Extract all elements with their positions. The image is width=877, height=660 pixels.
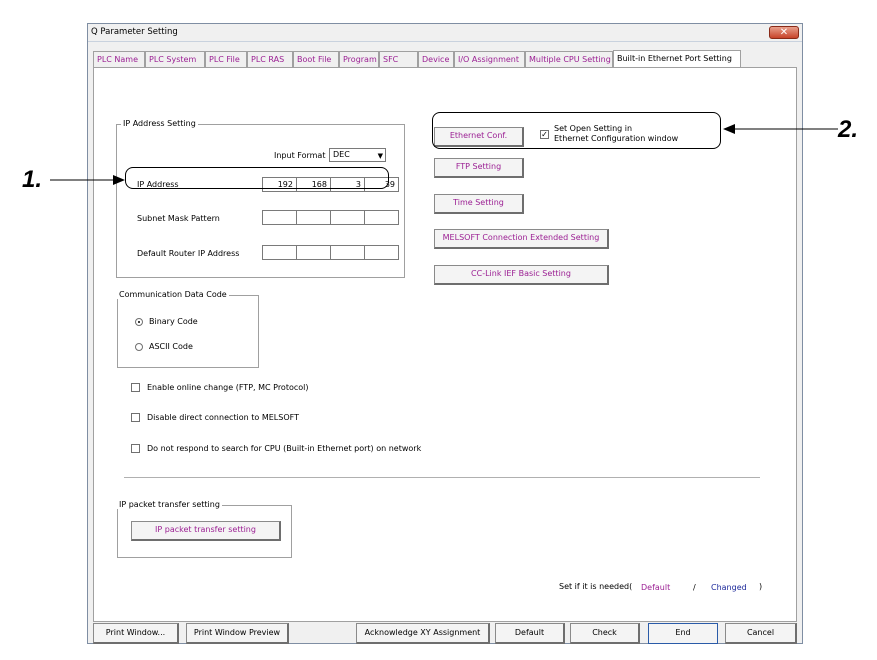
cclink-ief-basic-button[interactable]: CC-Link IEF Basic Setting bbox=[434, 265, 609, 285]
tab-plc-name[interactable]: PLC Name bbox=[93, 51, 145, 67]
default-button[interactable]: Default bbox=[495, 623, 565, 644]
cancel-button[interactable]: Cancel bbox=[725, 623, 797, 644]
open-setting-label-2: Ethernet Configuration window bbox=[554, 134, 679, 143]
open-setting-checkbox[interactable]: ✓ bbox=[541, 130, 548, 139]
tab-io-assignment[interactable]: I/O Assignment bbox=[454, 51, 525, 67]
close-icon: ✕ bbox=[779, 27, 789, 38]
print-window-button[interactable]: Print Window... bbox=[93, 623, 179, 644]
ip-octet-3[interactable]: 3 bbox=[330, 177, 365, 192]
check-button[interactable]: Check bbox=[570, 623, 640, 644]
time-setting-button[interactable]: Time Setting bbox=[434, 194, 524, 214]
legend-changed: Changed bbox=[711, 583, 747, 592]
open-setting-label-1: Set Open Setting in bbox=[554, 124, 633, 133]
online-change-label: Enable online change (FTP, MC Protocol) bbox=[147, 383, 309, 392]
legend-prefix: Set if it is needed( bbox=[559, 582, 633, 591]
binary-code-label: Binary Code bbox=[149, 317, 198, 326]
tab-builtin-ethernet[interactable]: Built-in Ethernet Port Setting bbox=[613, 50, 741, 68]
comm-group-title: Communication Data Code bbox=[119, 290, 227, 299]
arrow-head-1-icon bbox=[113, 175, 125, 185]
callout-number-1: 1. bbox=[22, 166, 43, 193]
end-button[interactable]: End bbox=[648, 623, 718, 644]
callout-number-2: 2. bbox=[838, 116, 859, 143]
router-ip-label: Default Router IP Address bbox=[137, 249, 240, 258]
acknowledge-xy-button[interactable]: Acknowledge XY Assignment bbox=[356, 623, 490, 644]
ip-octet-1[interactable]: 192 bbox=[262, 177, 297, 192]
legend-suffix: ) bbox=[759, 582, 763, 591]
ip-octet-4[interactable]: 39 bbox=[364, 177, 399, 192]
window-title: Q Parameter Setting bbox=[91, 27, 178, 37]
print-window-preview-button[interactable]: Print Window Preview bbox=[186, 623, 289, 644]
subnet-mask-label: Subnet Mask Pattern bbox=[137, 214, 220, 223]
ip-packet-transfer-button[interactable]: IP packet transfer setting bbox=[131, 521, 281, 541]
ip-group-title: IP Address Setting bbox=[123, 119, 196, 128]
tab-multiple-cpu[interactable]: Multiple CPU Setting bbox=[525, 51, 613, 67]
input-format-value: DEC bbox=[333, 150, 350, 159]
tab-program[interactable]: Program bbox=[339, 51, 379, 67]
no-respond-label: Do not respond to search for CPU (Built-in Ethernet port) on network bbox=[147, 444, 422, 453]
ip-octet-2[interactable]: 168 bbox=[296, 177, 331, 192]
input-format-label: Input Format bbox=[274, 151, 326, 160]
tab-device[interactable]: Device bbox=[418, 51, 454, 67]
legend-default: Default bbox=[641, 583, 671, 592]
ip-address-label: IP Address bbox=[137, 180, 179, 189]
ethernet-conf-button[interactable]: Ethernet Conf. bbox=[434, 127, 524, 147]
ftp-setting-button[interactable]: FTP Setting bbox=[434, 158, 524, 178]
tab-plc-system[interactable]: PLC System bbox=[145, 51, 205, 67]
melsoft-extended-button[interactable]: MELSOFT Connection Extended Setting bbox=[434, 229, 609, 249]
ascii-code-label: ASCII Code bbox=[149, 342, 193, 351]
legend-slash: / bbox=[693, 583, 696, 592]
tab-boot-file[interactable]: Boot File bbox=[293, 51, 339, 67]
arrow-head-2-icon bbox=[723, 124, 735, 134]
disable-direct-label: Disable direct connection to MELSOFT bbox=[147, 413, 299, 422]
tab-plc-ras[interactable]: PLC RAS bbox=[247, 51, 293, 67]
tab-plc-file[interactable]: PLC File bbox=[205, 51, 247, 67]
chevron-down-icon: ▼ bbox=[377, 152, 383, 160]
ip-packet-group-title: IP packet transfer setting bbox=[119, 500, 220, 509]
tab-sfc[interactable]: SFC bbox=[379, 51, 418, 67]
